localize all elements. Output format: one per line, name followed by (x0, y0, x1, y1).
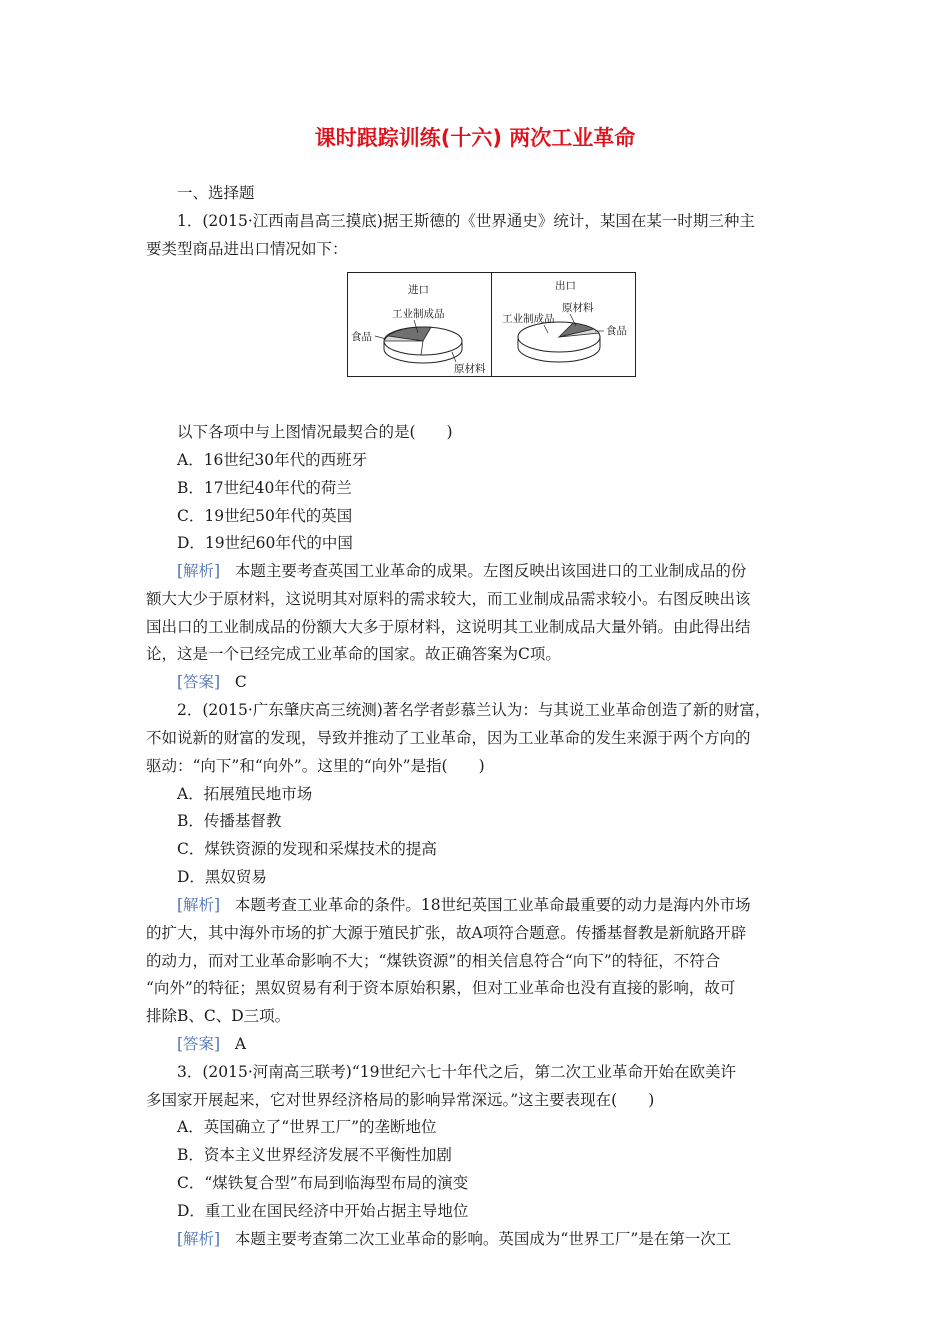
q2-option-c: C．煤铁资源的发现和采煤技术的提高 (177, 840, 437, 858)
q2-analysis-line-4: “向外”的特征；黑奴贸易有利于资本原始积累，但对工业革命也没有直接的影响，故可 (146, 979, 736, 997)
q1-pie-figure (347, 272, 636, 377)
q3-stem-line-1: 3．(2015·河南高三联考)“19世纪六七十年代之后，第二次工业革命开始在欧美许 (177, 1063, 736, 1081)
q1-answer-tag: [答案] (177, 673, 221, 691)
q1-stem-line-1: 1．(2015·江西南昌高三摸底)据王斯德的《世界通史》统计，某国在某一时期三种主 (177, 212, 755, 230)
q1-option-d: D．19世纪60年代的中国 (177, 534, 353, 552)
q1-analysis-text: 本题主要考查英国工业革命的成果。左图反映出该国进口的工业制成品的份 (234, 562, 747, 580)
q2-analysis-tag: [解析] (177, 896, 221, 914)
q2-stem-line-3: 驱动：“向下”和“向外”。这里的“向外”是指( ) (146, 757, 485, 775)
q3-analysis-tag: [解析] (177, 1230, 221, 1248)
q2-analysis-text: 本题考查工业革命的条件。18世纪英国工业革命最重要的动力是海内外市场 (234, 896, 751, 914)
import-label-food: 食品 (351, 331, 372, 343)
q2-option-a: A．拓展殖民地市场 (177, 785, 313, 803)
export-label-manufactured: 工业制成品 (502, 313, 555, 325)
q1-analysis-tag: [解析] (177, 562, 221, 580)
import-label-raw: 原材料 (454, 363, 486, 375)
q2-stem-line-2: 不如说新的财富的发现，导致并推动了工业革命，因为工业革命的发生来源于两个方向的 (146, 729, 751, 747)
q1-prompt: 以下各项中与上图情况最契合的是( ) (177, 423, 453, 441)
q2-option-b: B．传播基督教 (177, 812, 282, 830)
export-pie (518, 322, 600, 362)
q1-analysis-line-3: 国出口的工业制成品的份额大大多于原材料，这说明其工业制成品大量外销。由此得出结 (146, 618, 751, 636)
q2-analysis-line-1 (177, 895, 751, 915)
q2-answer-tag: [答案] (177, 1035, 221, 1053)
q1-option-b: B．17世纪40年代的荷兰 (177, 479, 352, 497)
q1-answer-line (177, 672, 247, 692)
q1-analysis-line-2: 额大大少于原材料，这说明其对原料的需求较大，而工业制成品需求较小。右图反映出该 (146, 590, 751, 608)
q3-option-c: C．“煤铁复合型”布局到临海型布局的演变 (177, 1174, 469, 1192)
export-label-raw: 原材料 (562, 302, 594, 314)
q2-analysis-line-5: 排除B、C、D三项。 (146, 1007, 291, 1025)
q2-option-d: D．黑奴贸易 (177, 868, 267, 886)
q2-stem-line-1: 2．(2015·广东肇庆高三统测)著名学者彭慕兰认为：与其说工业革命创造了新的财富， (177, 701, 771, 719)
q2-answer: A (234, 1035, 247, 1053)
q1-option-c: C．19世纪50年代的英国 (177, 507, 353, 525)
export-title: 出口 (555, 280, 576, 292)
q1-stem-line-2: 要类型商品进出口情况如下： (146, 240, 348, 258)
q3-option-a: A．英国确立了“世界工厂”的垄断地位 (177, 1118, 437, 1136)
export-label-food: 食品 (606, 325, 627, 337)
q3-option-d: D．重工业在国民经济中开始占据主导地位 (177, 1202, 469, 1220)
q2-analysis-line-3: 的动力，而对工业革命影响不大；“煤铁资源”的相关信息符合“向下”的特征，不符合 (146, 952, 721, 970)
q2-answer-line (177, 1034, 246, 1054)
import-pie (384, 327, 462, 363)
page-title: 课时跟踪训练(十六) 两次工业革命 (314, 126, 636, 150)
q3-analysis-text: 本题主要考查第二次工业革命的影响。英国成为“世界工厂”是在第一次工 (234, 1230, 732, 1248)
q3-stem-line-2: 多国家开展起来，它对世界经济格局的影响异常深远。”这主要表现在( ) (146, 1091, 655, 1109)
q1-analysis-line-1 (177, 561, 746, 581)
q1-answer: C (234, 673, 247, 691)
section-heading: 一、选择题 (177, 184, 255, 202)
q3-analysis-line-1 (177, 1229, 731, 1249)
import-title: 进口 (408, 284, 429, 296)
q1-analysis-line-4: 论，这是一个已经完成工业革命的国家。故正确答案为C项。 (146, 645, 561, 663)
q2-analysis-line-2: 的扩大，其中海外市场的扩大源于殖民扩张，故A项符合题意。传播基督教是新航路开辟 (146, 924, 747, 942)
import-label-manufactured: 工业制成品 (392, 308, 445, 320)
q1-option-a: A．16世纪30年代的西班牙 (177, 451, 368, 469)
q3-option-b: B．资本主义世界经济发展不平衡性加剧 (177, 1146, 452, 1164)
